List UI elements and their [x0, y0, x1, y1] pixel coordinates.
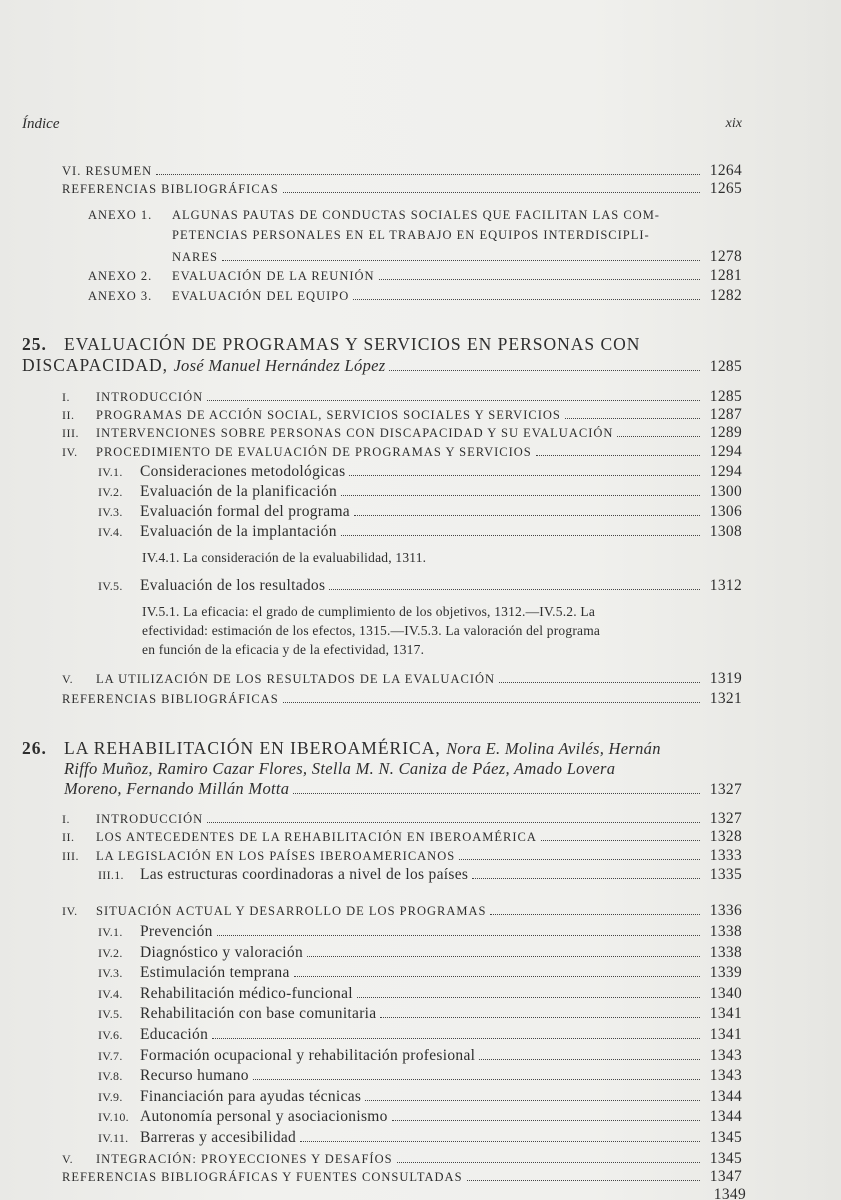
toc-entry-resumen[interactable]: VI. RESUMEN 1264	[62, 162, 742, 179]
ch25-subsection-iv3[interactable]: IV.3. Evaluación formal del programa 1306	[98, 503, 742, 520]
ch26-subsection-item[interactable]: IV.2. Diagnóstico y valoración 1338	[98, 943, 742, 961]
ch25-referencias[interactable]: REFERENCIAS BIBLIOGRÁFICAS 1321	[62, 690, 742, 707]
chapter-26-authors-line2: Riffo Muñoz, Ramiro Cazar Flores, Stella M. N. Caniza de Páez, Amado Lovera	[64, 759, 616, 778]
ch25-section-ii[interactable]: II. PROGRAMAS DE ACCIÓN SOCIAL, SERVICIOS SOCIALES Y SERVICIOS 1287	[62, 406, 742, 423]
ch26-section-ii[interactable]: II. LOS ANTECEDENTES DE LA REHABILITACIÓN EN IBEROAMÉRICA 1328	[62, 828, 742, 845]
ch26-subsection-item[interactable]: IV.4. Rehabilitación médico-funcional 1340	[98, 984, 742, 1002]
ch26-subsection-item[interactable]: IV.10. Autonomía personal y asociacionismo 1344	[98, 1108, 742, 1126]
ch25-note-iv4: IV.4.1. La consideración de la evaluabilidad, 1311.	[142, 550, 427, 565]
ch25-subsection-iv2[interactable]: IV.2. Evaluación de la planificación 1300	[98, 483, 742, 500]
header-page-number: xix	[725, 116, 742, 131]
chapter-25-heading: 25. EVALUACIÓN DE PROGRAMAS Y SERVICIOS EN PERSONAS CON	[22, 334, 641, 354]
ch25-section-iii[interactable]: III. INTERVENCIONES SOBRE PERSONAS CON DISCAPACIDAD Y SU EVALUACIÓN 1289	[62, 424, 742, 441]
ch26-section-iii[interactable]: III. LA LEGISLACIÓN EN LOS PAÍSES IBEROAMERICANOS 1333	[62, 847, 742, 864]
ch25-section-v[interactable]: V. LA UTILIZACIÓN DE LOS RESULTADOS DE LA EVALUACIÓN 1319	[62, 670, 742, 687]
chapter-26-heading: 26. LA REHABILITACIÓN EN IBEROAMÉRICA, Nora E. Molina Avilés, Hernán	[22, 738, 661, 758]
ch25-subsection-iv5[interactable]: IV.5. Evaluación de los resultados 1312	[98, 577, 742, 594]
chapter-25-author: José Manuel Hernández López	[173, 356, 386, 375]
ch25-note-iv5: IV.5.1. La eficacia: el grado de cumplimiento de los objetivos, 1312.—IV.5.2. La efectividad: estimación de los efectos, 1315.—IV.5.3. La valoración del programa en función de la eficacia y de la efectividad, 1317.	[142, 604, 601, 657]
ch26-section-i[interactable]: I. INTRODUCCIÓN 1327	[62, 810, 742, 827]
running-header	[22, 116, 742, 136]
ch26-subsection-item[interactable]: IV.6. Educación 1341	[98, 1026, 742, 1043]
ch26-referencias[interactable]: REFERENCIAS BIBLIOGRÁFICAS Y FUENTES CONSULTADAS 1347	[62, 1168, 742, 1185]
ch26-subsection-iii1[interactable]: III.1. Las estructuras coordinadoras a nivel de los países 1335	[98, 866, 742, 883]
ch26-subsection-item[interactable]: IV.3. Estimulación temprana 1339	[98, 964, 742, 982]
ch26-subsection-item[interactable]: IV.7. Formación ocupacional y rehabilitación profesional 1343	[98, 1046, 742, 1064]
header-section: Índice	[22, 116, 60, 132]
ch26-subsection-item[interactable]: IV.8. Recurso humano 1343	[98, 1067, 742, 1085]
ch26-section-v[interactable]: V. INTEGRACIÓN: PROYECCIONES Y DESAFÍOS 1345	[62, 1150, 742, 1167]
toc-entry-anexo-2[interactable]: ANEXO 2. EVALUACIÓN DE LA REUNIÓN 1281	[88, 267, 742, 284]
ch25-subsection-iv4[interactable]: IV.4. Evaluación de la implantación 1308	[98, 523, 742, 540]
toc-entry-anexo-3[interactable]: ANEXO 3. EVALUACIÓN DEL EQUIPO 1282	[88, 287, 742, 304]
ch26-subsection-item[interactable]: IV.5. Rehabilitación con base comunitaria 1341	[98, 1005, 742, 1023]
ch26-subsection-item[interactable]: IV.1. Prevención 1338	[98, 923, 742, 940]
ch25-section-iv[interactable]: IV. PROCEDIMIENTO DE EVALUACIÓN DE PROGRAMAS Y SERVICIOS 1294	[62, 443, 742, 460]
chapter-26-authors-line3[interactable]: Moreno, Fernando Millán Motta 1327	[64, 779, 742, 798]
chapter-25-title-line2[interactable]: DISCAPACIDAD, José Manuel Hernández López 1285	[22, 355, 742, 375]
toc-entry-anexo-1-end[interactable]: NARES 1278	[172, 248, 742, 265]
ch26-section-iv[interactable]: IV. SITUACIÓN ACTUAL Y DESARROLLO DE LOS PROGRAMAS 1336	[62, 902, 742, 919]
ch26-subsection-item[interactable]: IV.11. Barreras y accesibilidad 1345	[98, 1129, 742, 1146]
toc-entry-anexo-1[interactable]: ANEXO 1. ALGUNAS PAUTAS DE CONDUCTAS SOCIALES QUE FACILITAN LAS COM- PETENCIAS PERSONALES EN EL TRABAJO EN EQUIPOS INTERDISCIPLI-	[88, 208, 660, 242]
cut-off-page-number: 1349	[713, 1186, 746, 1200]
ch25-section-i[interactable]: I. INTRODUCCIÓN 1285	[62, 388, 742, 405]
chapter-26-authors: Nora E. Molina Avilés, Hernán	[446, 739, 661, 758]
ch26-subsection-item[interactable]: IV.9. Financiación para ayudas técnicas 1344	[98, 1087, 742, 1105]
toc-entry-referencias[interactable]: REFERENCIAS BIBLIOGRÁFICAS 1265	[62, 180, 742, 197]
ch25-subsection-iv1[interactable]: IV.1. Consideraciones metodológicas 1294	[98, 463, 742, 480]
